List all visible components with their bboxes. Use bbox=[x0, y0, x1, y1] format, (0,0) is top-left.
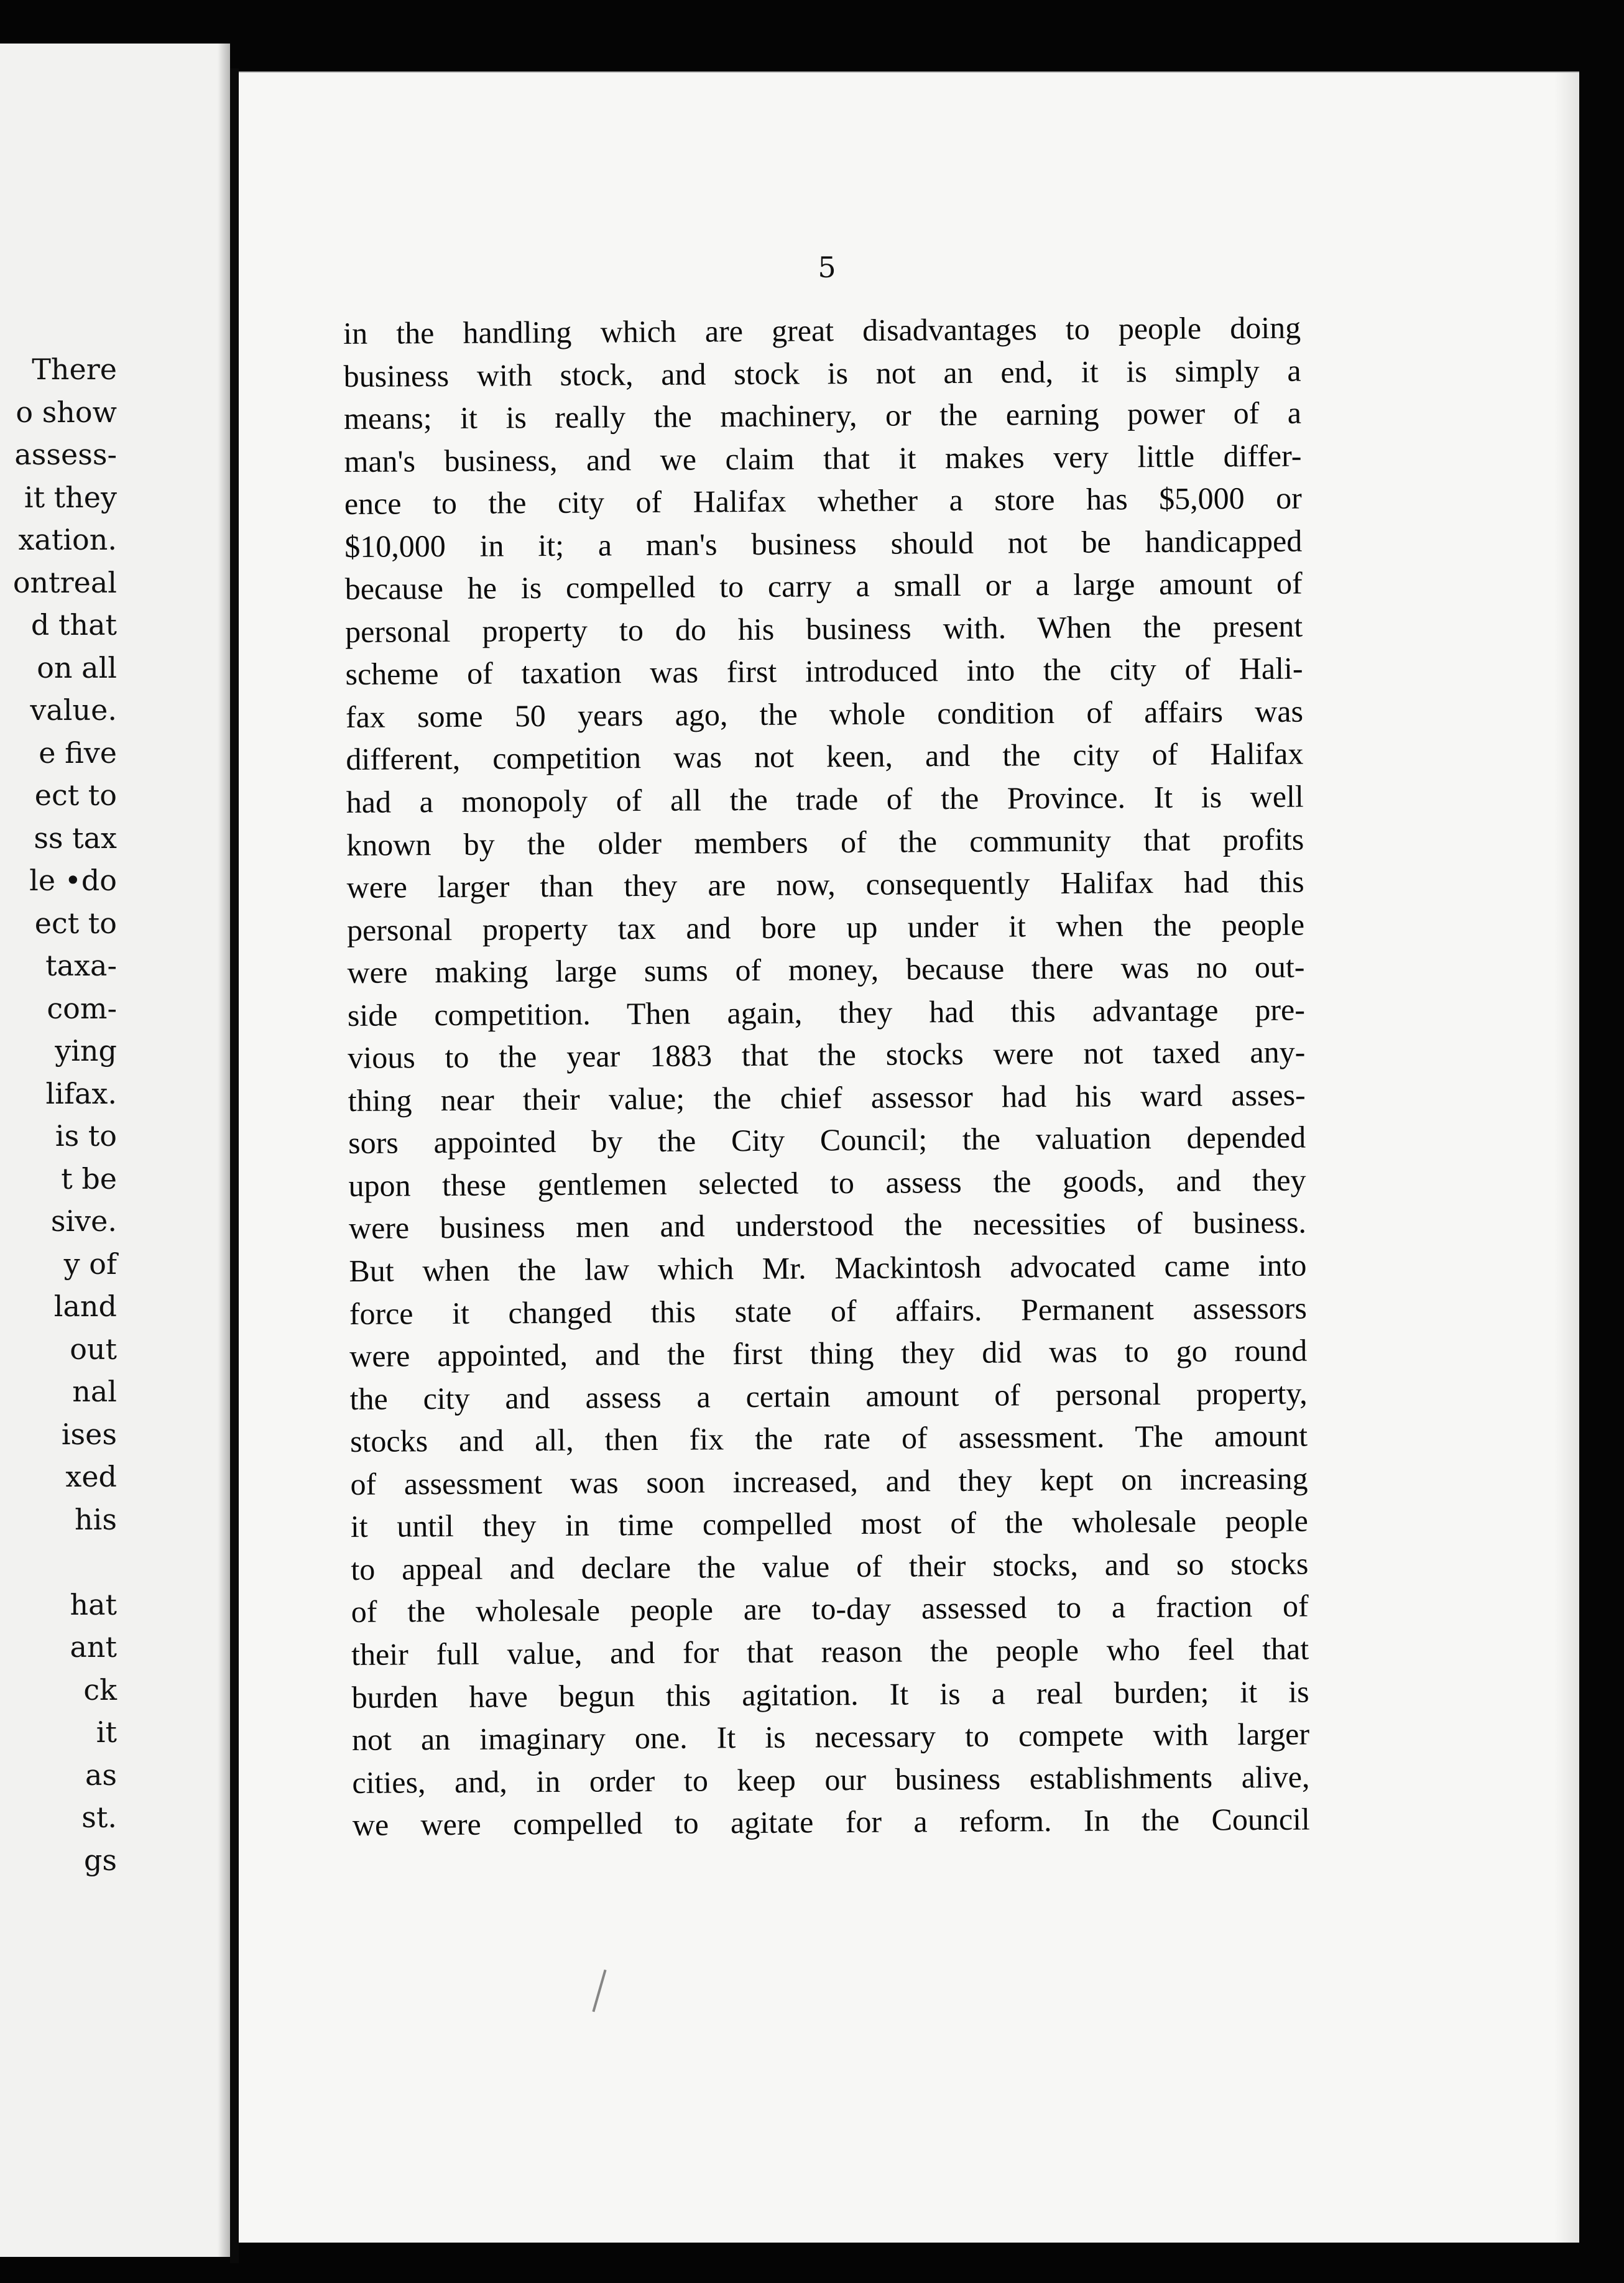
left-page-line: There bbox=[32, 353, 117, 386]
body-line: known by the older members of the community that profits bbox=[346, 821, 1304, 862]
left-page-line: xation. bbox=[18, 523, 117, 556]
left-page-line: is to bbox=[55, 1119, 117, 1153]
body-line: of assessment was soon increased, and they kept on increasing bbox=[350, 1460, 1308, 1501]
left-page-line: on all bbox=[37, 650, 117, 685]
left-page-line: lifax. bbox=[45, 1076, 117, 1110]
body-line: cities, and, in order to keep our business establishments alive, bbox=[352, 1759, 1310, 1800]
left-page-line: ises bbox=[61, 1417, 117, 1451]
body-line: personal property to do his business with. When the present bbox=[344, 608, 1303, 649]
body-line: to appeal and declare the value of their stocks, and so stocks bbox=[351, 1546, 1309, 1587]
body-line: man's business, and we claim that it makes very little differ- bbox=[344, 438, 1302, 479]
left-page-line: o show bbox=[16, 395, 117, 429]
left-page-line: sive. bbox=[50, 1204, 117, 1238]
body-line: because he is compelled to carry a small or a large amount of bbox=[344, 565, 1303, 607]
left-page-line: ect to bbox=[34, 778, 117, 812]
body-line: scheme of taxation was first introduced into the city of Hali- bbox=[345, 650, 1303, 692]
body-line: $10,000 in it; a man's business should not be handicapped bbox=[344, 523, 1303, 564]
left-page-line: ying bbox=[55, 1034, 117, 1068]
body-line: side competition. Then again, they had this advantage pre- bbox=[347, 992, 1306, 1033]
body-line: means; it is really the machinery, or the earning power of a bbox=[343, 395, 1302, 436]
body-line: were making large sums of money, because there was no out- bbox=[347, 949, 1305, 990]
left-page-line: ck bbox=[83, 1672, 117, 1707]
body-line: the city and assess a certain amount of personal property, bbox=[349, 1375, 1308, 1416]
left-page-line: ant bbox=[70, 1630, 117, 1664]
left-page-line bbox=[13, 1541, 117, 1584]
left-page-line: st. bbox=[81, 1801, 117, 1834]
left-page-line: gs bbox=[83, 1843, 117, 1877]
left-page-text bbox=[13, 348, 117, 1881]
page-number: 5 bbox=[818, 251, 836, 284]
left-page-line: taxa- bbox=[45, 949, 117, 982]
binding-gutter bbox=[230, 68, 239, 2263]
left-page bbox=[0, 44, 230, 2257]
left-page-line: nal bbox=[72, 1375, 117, 1408]
body-line: it until they in time compelled most of the wholesale people bbox=[350, 1503, 1309, 1544]
left-page-line: it they bbox=[24, 480, 117, 514]
left-page-line: it bbox=[96, 1715, 117, 1749]
left-page-line: com- bbox=[47, 991, 117, 1025]
body-line: But when the law which Mr. Mackintosh advocated came into bbox=[349, 1247, 1307, 1289]
right-page bbox=[239, 71, 1579, 2243]
body-line: their full value, and for that reason the people who feel that bbox=[351, 1631, 1309, 1672]
body-line: not an imaginary one. It is necessary to compete with larger bbox=[351, 1716, 1310, 1758]
body-text bbox=[343, 307, 1310, 1847]
body-line: were appointed, and the first thing they did was to go round bbox=[349, 1332, 1308, 1374]
body-line: different, competition was not keen, and the city of Halifax bbox=[346, 736, 1304, 777]
left-page-line: ontreal bbox=[12, 565, 117, 599]
body-line: were larger than they are now, consequently Halifax had this bbox=[346, 864, 1304, 905]
body-line: burden have begun this agitation. It is a real burden; it is bbox=[351, 1674, 1309, 1715]
left-page-line: t be bbox=[61, 1161, 117, 1196]
body-line: had a monopoly of all the trade of the Province. It is well bbox=[346, 778, 1304, 820]
page-edge-shadow bbox=[1554, 73, 1579, 2243]
left-page-line: his bbox=[75, 1502, 117, 1536]
left-page-line: e five bbox=[39, 736, 117, 770]
body-line: we were compelled to agitate for a reform. In the Council bbox=[352, 1801, 1311, 1843]
body-line: force it changed this state of affairs. Permanent assessors bbox=[349, 1290, 1307, 1331]
body-line: stocks and all, then fix the rate of assessment. The amount bbox=[349, 1418, 1308, 1459]
body-line: in the handling which are great disadvantages to people doing bbox=[343, 310, 1301, 351]
body-line: were business men and understood the necessities of business. bbox=[348, 1205, 1307, 1246]
left-page-line: y of bbox=[63, 1247, 117, 1281]
left-page-line: assess- bbox=[14, 438, 117, 471]
left-page-line: le •do bbox=[29, 864, 117, 897]
body-line: upon these gentlemen selected to assess the goods, and they bbox=[348, 1162, 1306, 1203]
body-line: thing near their value; the chief assessor had his ward asses- bbox=[348, 1077, 1306, 1118]
left-page-line: value. bbox=[30, 693, 117, 727]
left-page-line: as bbox=[85, 1758, 117, 1792]
body-line: ence to the city of Halifax whether a store has $5,000 or bbox=[344, 480, 1303, 522]
pencil-mark bbox=[592, 1970, 606, 2012]
left-page-line: d that bbox=[30, 608, 117, 642]
body-line: business with stock, and stock is not an end, it is simply a bbox=[343, 353, 1301, 394]
left-page-line: ss tax bbox=[34, 821, 117, 855]
body-line: personal property tax and bore up under it when the people bbox=[346, 906, 1305, 948]
body-line: fax some 50 years ago, the whole condition of affairs was bbox=[345, 693, 1304, 734]
body-line: vious to the year 1883 that the stocks were not taxed any- bbox=[348, 1034, 1306, 1076]
fold-shadow bbox=[218, 44, 230, 2257]
left-page-line: land bbox=[53, 1289, 117, 1323]
left-page-line: ect to bbox=[34, 906, 117, 940]
body-line: of the wholesale people are to-day assessed to a fraction of bbox=[351, 1588, 1309, 1630]
left-page-line: xed bbox=[65, 1460, 117, 1493]
body-line: sors appointed by the City Council; the valuation depended bbox=[348, 1119, 1306, 1161]
left-page-line: out bbox=[70, 1332, 117, 1366]
left-page-line: hat bbox=[70, 1587, 117, 1621]
